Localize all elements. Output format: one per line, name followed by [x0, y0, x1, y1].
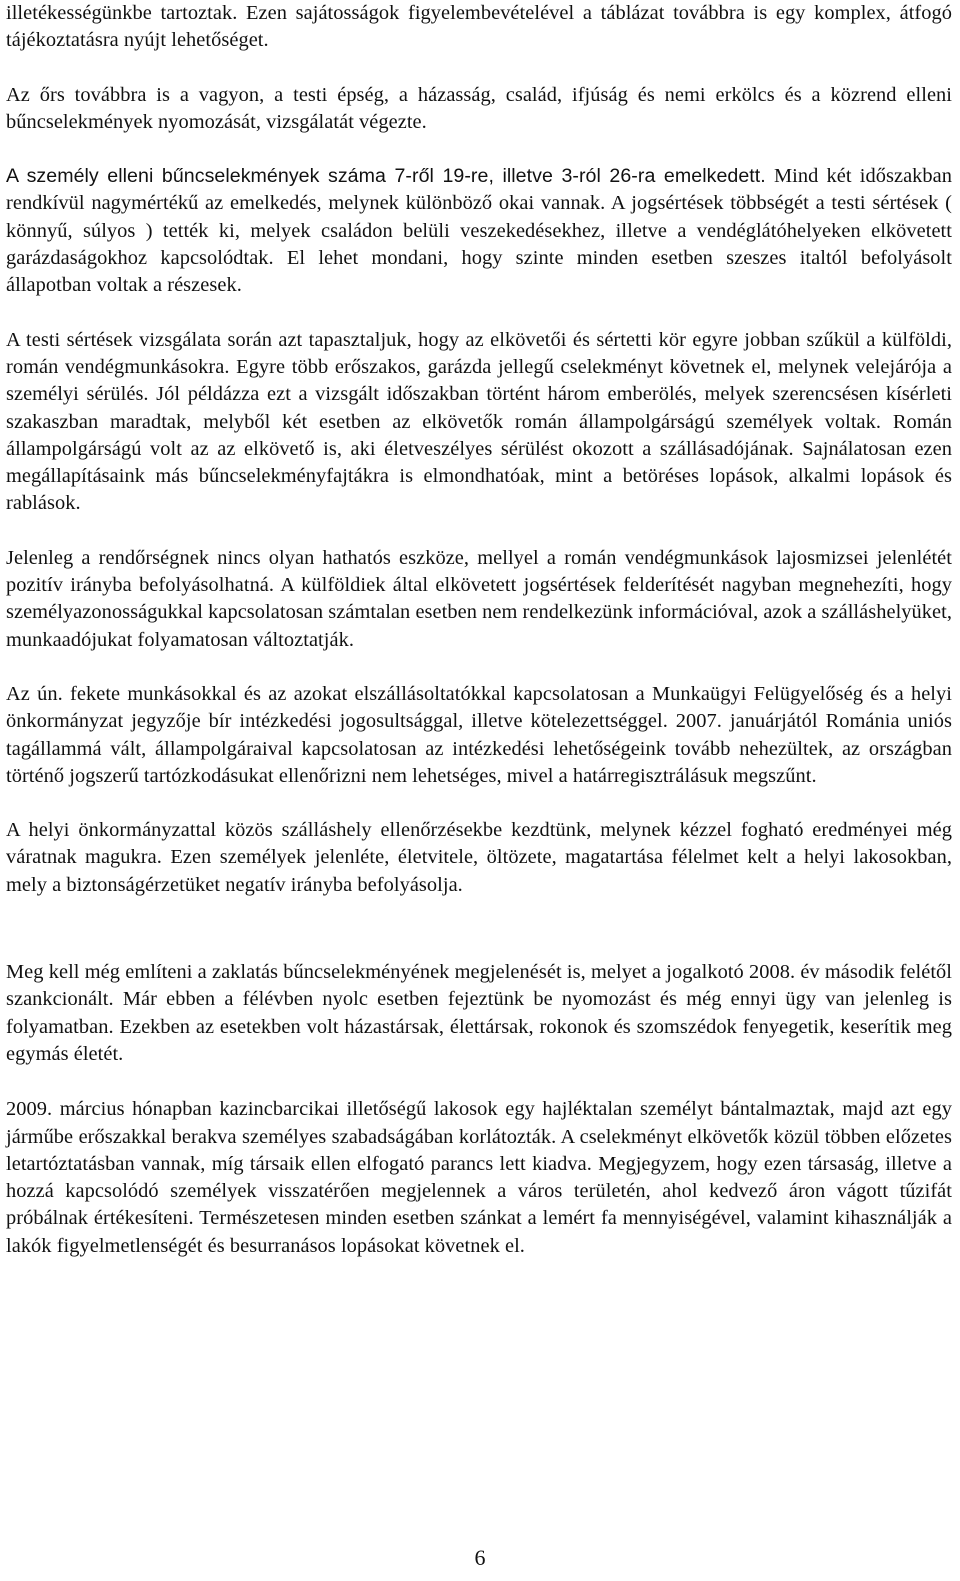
paragraph-2009-case: 2009. március hónapban kazincbarcikai illetőségű lakosok egy hajléktalan személyt bántalmaztak, majd azt egy járműbe erőszakkal berakva személyes szabadságában korlátozták. A cselekményt elkövetők közül többen előzetes letartóztatásban vannak, míg társaik ellen elfogató parancs lett kiadva. Megjegyzem, hogy ezen társaság, illetve a hozzá kapcsolódó személyek visszatérően megjelennek a város területén, ahol kedvező áron vágott tűzifát próbálnak értékesíteni. Természetesen minden esetben szánkat a lemért fa mennyiségével, valamint kihasználják a lakók figyelmetlenségét és besurranásos lopásokat követnek el.	[6, 1098, 952, 1257]
crime-count-sentence: A személy elleni bűncselekmények száma 7-ről 19-re, illetve 3-ról 26-ra emelkedett.	[6, 165, 766, 188]
paragraph-harassment: Meg kell még említeni a zaklatás bűncselekményének megjelenését is, melyet a jogalkotó 2008. év második felétől szankcionált. Már ebben a félévben nyolc esetben fejeztünk be nyomozást és még ennyi ügy van jelenleg is folyamatban. Ezekben az esetekben volt házastársak, élettársak, rokonok és szomszédok fenyegetik, keserítik meg egymás életét.	[6, 961, 952, 1065]
page-number: 6	[474, 1545, 486, 1570]
paragraph-crimes-against-person	[6, 163, 952, 299]
paragraph-black-workers: Az ún. fekete munkásokkal és az azokat elszállásoltatókkal kapcsolatosan a Munkaügyi Felügyelőség és a helyi önkormányzat jegyzője bír intézkedési jogosultsággal, illetve kötelezettséggel. 2007. januárjától Románia uniós tagállammá vált, állampolgáraival kapcsolatosan az intézkedési lehetőségeink tovább nehezültek, az országban történő jogszerű tartózkodásukat ellenőrizni nem lehetséges, mivel a határregisztrálásuk megszűnt.	[6, 682, 952, 787]
document-page	[6, 0, 952, 1260]
paragraph-assault-investigation: A testi sértések vizsgálata során azt tapasztaljuk, hogy az elkövetői és sértetti kör egyre jobban szűkül a külföldi, román vendégmunkásokra. Egyre több erőszakos, garázda jellegű cselekményt követnek el, melynek velejárója a személyi sérülés. Jól példázza ezt a vizsgált időszakban történt három emberölés, melyek szerencsésen kísérleti szakaszban maradtak, melyből két esetben az elkövetők román állampolgárságú személyek voltak. Román állampolgárságú volt az az elkövető is, aki életveszélyes sérülést okozott a szállásadójának. Sajnálatosan ezen megállapításaink más bűncselekményfajtákra is elmondhatóak, mint a betöréses lopások, alkalmi lopások és rablások.	[6, 328, 952, 515]
paragraph-continuation: illetékességünkbe tartoztak. Ezen sajátosságok figyelembevételével a táblázat továbbra is egy komplex, átfogó tájékoztatásra nyújt lehetőséget.	[6, 2, 952, 52]
paragraph-accommodation-checks: A helyi önkormányzattal közös szálláshely ellenőrzésekbe kezdtünk, melynek kézzel fogható eredményei még váratnak magukra. Ezen személyek jelenléte, életvitele, öltözete, magatartása félelmet kelt a helyi lakosokban, mely a biztonságérzetüket negatív irányba befolyásolja.	[6, 819, 952, 896]
paragraph-investigations: Az őrs továbbra is a vagyon, a testi épség, a házasság, család, ifjúság és nemi erkölcs és a közrend elleni bűncselekmények nyomozását, vizsgálatát végezte.	[6, 83, 952, 133]
crime-count-explanation: Mind két időszakban rendkívül nagymértékű az emelkedés, melynek különböző okai vannak. A jogsértések többségét a testi sértések ( könnyű, súlyos ) tették ki, melyek családon belüli veszekedésekhez, illetve a vendéglátóhelyeken elkövetett garázdaságokhoz kapcsolódtak. El lehet mondani, hogy szinte minden esetben szeszes italtól befolyásolt állapotban voltak a részesek.	[6, 165, 953, 297]
paragraph-police-tools: Jelenleg a rendőrségnek nincs olyan hathatós eszköze, mellyel a román vendégmunkások lajosmizsei jelenlétét pozitív irányba befolyásolhatná. A külföldiek által elkövetett jogsértések felderítését nagyban megnehezíti, hogy személyazonosságukkal kapcsolatosan számtalan esetben nem rendelkezünk információval, azok a szálláshelyüket, munkaadójukat folyamatosan változtatják.	[6, 546, 952, 651]
